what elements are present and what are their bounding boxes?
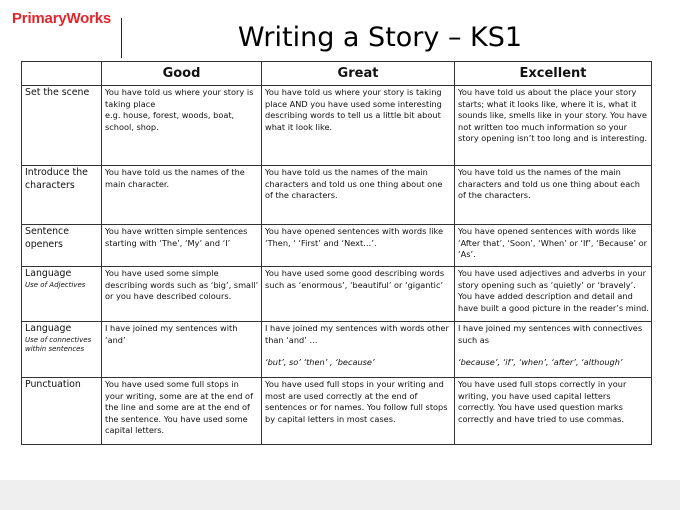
cell-excellent: You have used full stops correctly in your writing, you have used capital letters correctly. You have used question marks correctly and have tried to use commas. [455, 378, 652, 445]
row-label-text: Set the scene [25, 87, 90, 98]
connective-examples: ‘but’, so’ ‘then’ , ‘because’ [265, 357, 375, 368]
page-title: Writing a Story – KS1 [237, 22, 523, 53]
row-label-text: Language [25, 323, 72, 334]
cell-excellent [455, 322, 652, 378]
primaryworks-logo: PrimaryWorks [12, 10, 112, 27]
header-row [22, 62, 652, 86]
column-header-excellent: Excellent [455, 62, 652, 86]
cell-great: You have used full stops in your writing and most are used correctly at the end of sentences or for names. You follow full stops by capital letters in most cases. [262, 378, 455, 445]
cell-good: You have told us where your story is taking place e.g. house, forest, woods, boat, school, shop. [102, 86, 262, 166]
row-label-text: Punctuation [25, 379, 81, 390]
cell-good: You have used some simple describing words such as ‘big’, small’ or you have described colours. [102, 267, 262, 322]
cell-great: You have told us where your story is taking place AND you have used some interesting describing words to tell us a little bit about what it look like. [262, 86, 455, 166]
row-label-text: Sentence openers [25, 226, 69, 250]
row-sublabel: Use of Adjectives [25, 280, 86, 289]
row-label [22, 267, 102, 322]
table-row [22, 86, 652, 166]
table-row [22, 378, 652, 445]
row-label-text: Introduce the characters [25, 167, 88, 191]
cell-great: You have opened sentences with words like ‘Then, ‘ ‘First’ and ‘Next…’. [262, 225, 455, 267]
row-label-text: Language [25, 268, 72, 279]
cell-great: You have told us the names of the main characters and told us one thing about one of the characters. [262, 166, 455, 225]
corner-cell [22, 62, 102, 86]
cell-good: You have used some full stops in your writing, some are at the end of the line and some are at the end of the sentence. You have used some capital letters. [102, 378, 262, 445]
row-label [22, 225, 102, 267]
connective-examples: ‘because’, ‘if’, ‘when’, ‘after’, ‘although’ [458, 357, 623, 368]
cell-excellent: You have told us about the place your story starts; what it looks like, where it is, what it sounds like, smells like in your story. You have not written too much information so your story opening isn’t too long and is interesting. [455, 86, 652, 166]
row-label [22, 322, 102, 378]
cell-excellent: You have used adjectives and adverbs in your story opening such as ‘quietly’ or ‘bravely’. You have added description and detail and have built a good picture in the reader’s mind. [455, 267, 652, 322]
row-label [22, 166, 102, 225]
spacer [265, 346, 452, 357]
cell-good: You have written simple sentences starting with ‘The’, ‘My’ and ‘I’ [102, 225, 262, 267]
column-header-good: Good [102, 62, 262, 86]
cell-great [262, 322, 455, 378]
spacer [458, 346, 649, 357]
row-label [22, 86, 102, 166]
cell-text: I have joined my sentences with words other than ‘and’ … [265, 323, 449, 345]
column-header-great: Great [262, 62, 455, 86]
cell-good: I have joined my sentences with ‘and’ [102, 322, 262, 378]
cell-excellent: You have opened sentences with words like ‘After that’, ‘Soon’, ‘When’ or ‘If’, ‘Because’ or ‘As’. [455, 225, 652, 267]
table-row [22, 225, 652, 267]
table-row [22, 267, 652, 322]
row-label [22, 378, 102, 445]
table-row [22, 322, 652, 378]
table-row [22, 166, 652, 225]
cell-great: You have used some good describing words such as ‘enormous’, ‘beautiful’ or ‘gigantic’ [262, 267, 455, 322]
cell-text: I have joined my sentences with connectives such as [458, 323, 643, 345]
cell-good: You have told us the names of the main character. [102, 166, 262, 225]
rubric-table [21, 61, 652, 445]
cell-excellent: You have told us the names of the main characters and told us one thing about each of the characters. [455, 166, 652, 225]
row-sublabel: Use of connectives within sentences [25, 335, 92, 353]
